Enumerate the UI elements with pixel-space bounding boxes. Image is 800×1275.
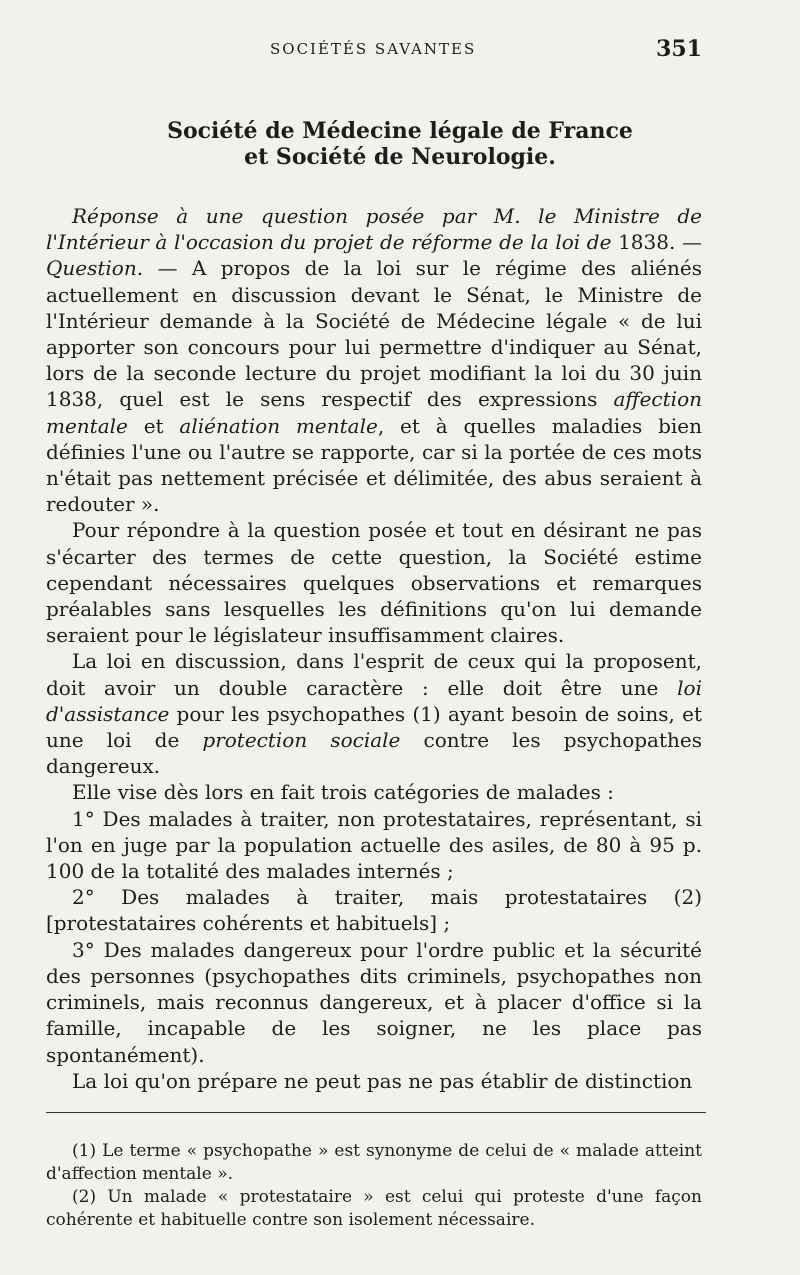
footnote-2: (2) Un malade « protestataire » est celui qui proteste d'une façon cohérente et habituelle contre son isolement nécessaire. — [46, 1187, 702, 1230]
footnotes — [46, 1140, 702, 1232]
paragraph-distinction: La loi qu'on prépare ne peut pas ne pas établir de distinction — [72, 1068, 693, 1093]
list-item-category-1: 1° Des malades à traiter, non protestataires, représentant, si l'on en juge par la population actuelle des asiles, de 80 à 95 p. 100 de la totalité des malades internés ; — [46, 806, 702, 884]
running-head — [0, 36, 800, 66]
section-title — [0, 118, 800, 170]
paragraph-categories: Elle vise dès lors en fait trois catégories de malades : — [72, 780, 614, 805]
term-protection: protection sociale — [202, 728, 401, 753]
body-text — [46, 203, 702, 1094]
question-text-b: , et à quelles maladies bien définies l'une ou l'autre se rapporte, car si la portée de ces mots n'était pas nettement précisée et délimitée, des abus seraient à redouter ». — [46, 413, 702, 517]
list-item-category-2: 2° Des malades à traiter, mais protestataires (2) [protestataires cohérents et habituels] ; — [46, 885, 702, 936]
law-text-a: La loi en discussion, dans l'esprit de ceux qui la proposent, doit avoir un double caractère : elle doit être une — [46, 649, 702, 700]
section-title-line2: et Société de Neurologie. — [244, 144, 556, 170]
law-text-c: contre les psychopathes dangereux. — [46, 728, 702, 779]
page-number: 351 — [656, 36, 702, 62]
question-intro: Réponse à une question posée par M. le Ministre de l'Intérieur à l'occasion du projet de réforme de la loi de — [46, 204, 702, 255]
term-alienation: aliénation mentale — [179, 413, 378, 438]
term-assistance: loi d'assistance — [46, 675, 702, 726]
section-title-line1: Société de Médecine légale de France — [167, 118, 633, 144]
paragraph-law — [46, 648, 702, 779]
list-item-category-3: 3° Des malades dangereux pour l'ordre public et la sécurité des personnes (psychopathes dits criminels, psychopathes non criminels, mais reconnus dangereux, et à placer d'office si la famille, incapable de les soigner, ne les place pas spontanément). — [46, 937, 702, 1067]
question-year: 1838. — — [611, 230, 702, 255]
question-label: Question. — [46, 256, 144, 281]
term-affection: affection mentale — [46, 387, 702, 438]
paragraph-question — [46, 203, 702, 517]
law-text-b: pour les psychopathes (1) ayant besoin de soins, et une loi de — [46, 701, 702, 753]
conjunction-et: et — [127, 413, 180, 438]
question-text-a: — A propos de la loi sur le régime des aliénés actuellement en discussion devant le Sénat, le Ministre de l'Intérieur demande à la Société de Médecine légale « de lui apporter son concours pour lui permettre d'indiquer au Sénat, lors de la seconde lecture du projet modifiant la loi du 30 juin 1838, quel est le sens respectif des expressions — [46, 256, 702, 412]
footnote-divider — [46, 1112, 706, 1113]
running-title: SOCIÉTÉS SAVANTES — [270, 40, 477, 58]
footnote-1: (1) Le terme « psychopathe » est synonyme de celui de « malade atteint d'affection mentale ». — [46, 1141, 702, 1184]
paragraph-response: Pour répondre à la question posée et tout en désirant ne pas s'écarter des termes de cette question, la Société estime cependant nécessaires quelques observations et remarques préalables sans lesquelles les définitions qu'on lui demande seraient pour le législateur insuffisamment claires. — [46, 518, 702, 648]
